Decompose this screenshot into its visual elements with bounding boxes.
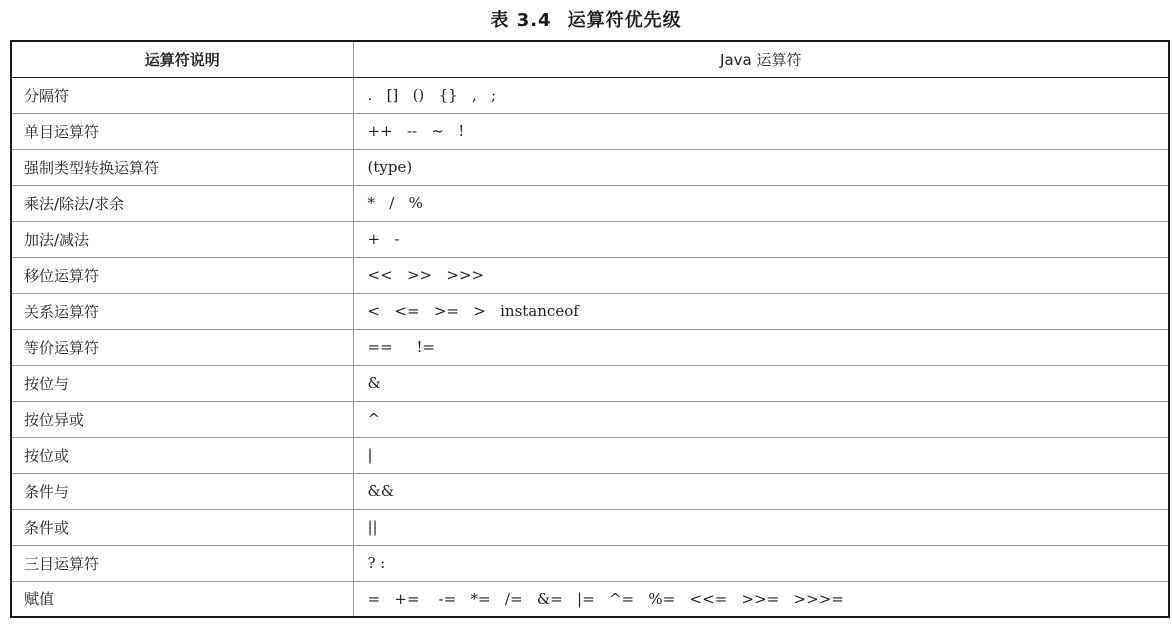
operator-description: 等价运算符 [11, 329, 353, 365]
operator-description: 加法/减法 [11, 221, 353, 257]
table-row [11, 545, 1169, 581]
table-row [11, 329, 1169, 365]
table-number: 表 3.4 [490, 10, 552, 31]
java-operators: || [353, 509, 1169, 545]
table-row [11, 437, 1169, 473]
table-caption [0, 6, 1172, 32]
operator-description: 强制类型转换运算符 [11, 149, 353, 185]
java-operators: && [353, 473, 1169, 509]
table-row [11, 149, 1169, 185]
operator-description: 按位或 [11, 437, 353, 473]
operator-description: 单目运算符 [11, 113, 353, 149]
table-row [11, 581, 1169, 617]
java-operators: + - [353, 221, 1169, 257]
java-operators: * / % [353, 185, 1169, 221]
table-row [11, 293, 1169, 329]
operator-description: 条件或 [11, 509, 353, 545]
operator-description: 条件与 [11, 473, 353, 509]
operator-description: 赋值 [11, 581, 353, 617]
java-operators: (type) [353, 149, 1169, 185]
column-header-operators: Java 运算符 [353, 41, 1169, 77]
table-header-row [11, 41, 1169, 77]
java-operators: ^ [353, 401, 1169, 437]
table-row [11, 401, 1169, 437]
table-row [11, 365, 1169, 401]
java-operators: & [353, 365, 1169, 401]
operator-precedence-table [10, 40, 1170, 618]
table-row [11, 257, 1169, 293]
java-operators: ? : [353, 545, 1169, 581]
java-operators: == != [353, 329, 1169, 365]
table-row [11, 77, 1169, 113]
operator-description: 按位与 [11, 365, 353, 401]
table-row [11, 509, 1169, 545]
java-operators: = += -= *= /= &= |= ^= %= <<= >>= >>>= [353, 581, 1169, 617]
table-title: 运算符优先级 [567, 10, 682, 31]
table-row [11, 221, 1169, 257]
table-row [11, 185, 1169, 221]
column-header-description: 运算符说明 [11, 41, 353, 77]
operator-description: 关系运算符 [11, 293, 353, 329]
operator-description: 按位异或 [11, 401, 353, 437]
operator-description: 乘法/除法/求余 [11, 185, 353, 221]
java-operators: < <= >= > instanceof [353, 293, 1169, 329]
java-operators: | [353, 437, 1169, 473]
operator-description: 移位运算符 [11, 257, 353, 293]
java-operators: << >> >>> [353, 257, 1169, 293]
operator-description: 三目运算符 [11, 545, 353, 581]
java-operators: . [] () {} , ; [353, 77, 1169, 113]
java-operators: ++ -- ~ ! [353, 113, 1169, 149]
table-row [11, 473, 1169, 509]
table-row [11, 113, 1169, 149]
operator-description: 分隔符 [11, 77, 353, 113]
